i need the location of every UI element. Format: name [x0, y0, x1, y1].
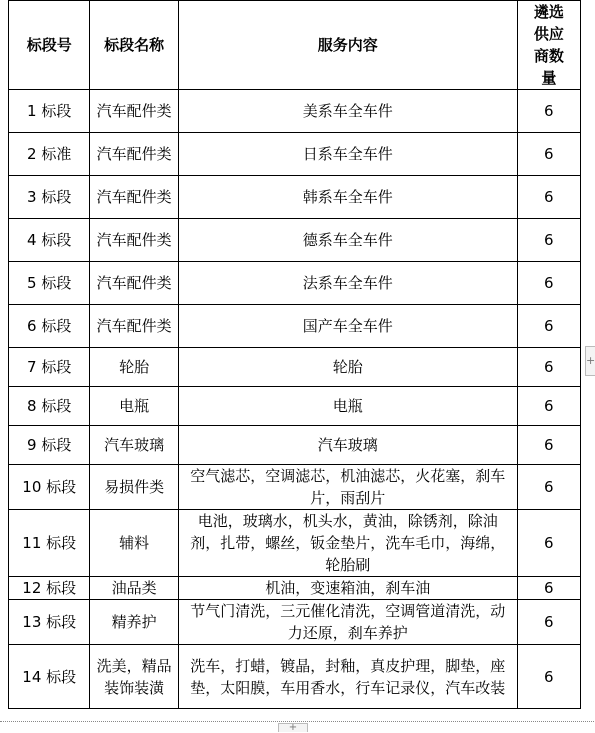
table-row [9, 510, 581, 577]
add-column-handle-icon[interactable]: + [585, 346, 595, 376]
table-row [9, 305, 581, 348]
service-content: 电瓶 [178, 387, 517, 426]
service-content: 美系车全车件 [178, 90, 517, 133]
section-name: 辅料 [90, 510, 178, 577]
section-no: 11 标段 [9, 510, 90, 577]
section-no: 5 标段 [9, 262, 90, 305]
supplier-count: 6 [517, 577, 580, 600]
section-name: 汽车玻璃 [90, 426, 178, 465]
service-content: 法系车全车件 [178, 262, 517, 305]
header-section-no: 标段号 [9, 1, 90, 90]
section-name: 汽车配件类 [90, 133, 178, 176]
section-no: 8 标段 [9, 387, 90, 426]
supplier-count: 6 [517, 262, 580, 305]
service-content: 国产车全车件 [178, 305, 517, 348]
table-header-row [9, 1, 581, 90]
table-row [9, 348, 581, 387]
table-row [9, 387, 581, 426]
section-no: 13 标段 [9, 600, 90, 645]
supplier-count: 6 [517, 387, 580, 426]
service-content: 节气门清洗，三元催化清洗，空调管道清洗，动力还原，刹车养护 [178, 600, 517, 645]
table-row [9, 600, 581, 645]
section-name: 汽车配件类 [90, 219, 178, 262]
service-content: 韩系车全车件 [178, 176, 517, 219]
section-name: 汽车配件类 [90, 90, 178, 133]
table-row [9, 465, 581, 510]
header-service-content: 服务内容 [178, 1, 517, 90]
supplier-count: 6 [517, 133, 580, 176]
section-name: 汽车配件类 [90, 305, 178, 348]
service-content: 电池，玻璃水，机头水，黄油，除锈剂，除油剂，扎带，螺丝，钣金垫片，洗车毛巾，海绵，轮胎刷 [178, 510, 517, 577]
section-no: 6 标段 [9, 305, 90, 348]
section-name: 轮胎 [90, 348, 178, 387]
add-row-handle-icon[interactable]: + [278, 723, 308, 732]
section-name: 易损件类 [90, 465, 178, 510]
section-name: 油品类 [90, 577, 178, 600]
supplier-count: 6 [517, 90, 580, 133]
section-name: 精养护 [90, 600, 178, 645]
table-row [9, 176, 581, 219]
supplier-count: 6 [517, 465, 580, 510]
section-name: 洗美，精品装饰装潢 [90, 645, 178, 709]
table-row [9, 90, 581, 133]
table-row [9, 219, 581, 262]
supplier-count: 6 [517, 510, 580, 577]
service-content: 轮胎 [178, 348, 517, 387]
section-name: 汽车配件类 [90, 262, 178, 305]
table-row [9, 426, 581, 465]
service-content: 洗车，打蜡，镀晶，封釉，真皮护理，脚垫，座垫，太阳膜，车用香水，行车记录仪，汽车改装 [178, 645, 517, 709]
table-row [9, 577, 581, 600]
section-no: 9 标段 [9, 426, 90, 465]
section-no: 14 标段 [9, 645, 90, 709]
section-no: 10 标段 [9, 465, 90, 510]
supplier-count: 6 [517, 305, 580, 348]
section-no: 12 标段 [9, 577, 90, 600]
service-content: 空气滤芯，空调滤芯，机油滤芯，火花塞，刹车片，雨刮片 [178, 465, 517, 510]
supplier-count: 6 [517, 219, 580, 262]
section-no: 7 标段 [9, 348, 90, 387]
section-no: 3 标段 [9, 176, 90, 219]
supplier-count: 6 [517, 645, 580, 709]
service-content: 机油，变速箱油，刹车油 [178, 577, 517, 600]
supplier-count: 6 [517, 348, 580, 387]
header-supplier-count: 遴选供应商数量 [517, 1, 580, 90]
table-row [9, 133, 581, 176]
table-row [9, 262, 581, 305]
section-no: 1 标段 [9, 90, 90, 133]
supplier-count: 6 [517, 600, 580, 645]
service-content: 汽车玻璃 [178, 426, 517, 465]
supplier-count: 6 [517, 176, 580, 219]
bid-section-table [8, 0, 581, 709]
section-name: 电瓶 [90, 387, 178, 426]
header-section-name: 标段名称 [90, 1, 178, 90]
service-content: 德系车全车件 [178, 219, 517, 262]
supplier-count: 6 [517, 426, 580, 465]
service-content: 日系车全车件 [178, 133, 517, 176]
section-name: 汽车配件类 [90, 176, 178, 219]
table-row [9, 645, 581, 709]
section-no: 4 标段 [9, 219, 90, 262]
section-no: 2 标准 [9, 133, 90, 176]
